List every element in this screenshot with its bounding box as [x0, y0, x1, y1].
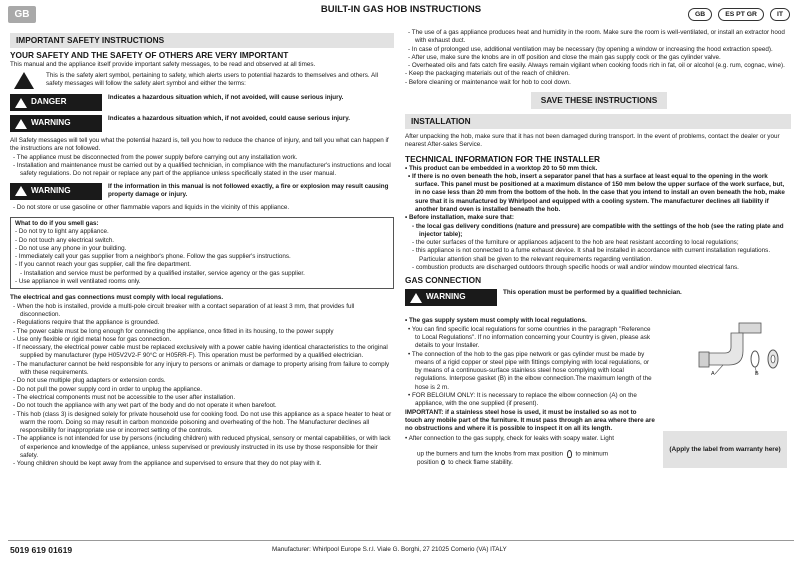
list-item: - If necessary, the electrical power cable must be replaced exclusively with a power cable having identical characteristics to the original supplied by manufacturer (type H05V2V2-F 90°C or H05RR-F). This operation must be performed by a qualified electrician.	[13, 344, 388, 360]
elbow-figure	[653, 317, 791, 408]
list-item: - Keep the packaging materials out of the reach of children.	[405, 70, 570, 78]
list-item: • The gas supply system must comply with local regulations.	[405, 317, 587, 325]
figure-label-a: A	[711, 371, 715, 378]
list-item: - After use, make sure the knobs are in off position and close the main gas supply cock or the gas cylinder valve.	[408, 53, 721, 61]
list-item: - Young children should be kept away from the appliance and supervised to ensure that they do not play with it.	[13, 460, 322, 468]
fire-warning-text: If the information in this manual is not followed exactly, a fire or explosion may result causing property damage or injury.	[108, 182, 389, 198]
safety-intro: This manual and the appliance itself provide important safety messages, to be read and observed at all times.	[10, 60, 316, 68]
lang-pill-gb[interactable]: GB	[688, 8, 712, 21]
important-note: IMPORTANT: if a stainless steel hose is used, it must be installed so as not to touch any mobile part of the furniture. It must pass through an area where there are no obstructions and where it is possible to inspect it on all its length.	[405, 408, 655, 433]
min-flame-icon	[441, 460, 445, 465]
right-column	[405, 29, 791, 468]
list-item: - Installation and maintenance must be carried out by a qualified technician, in compliance with the manufacturer's instructions and local safety regulations. Do not repair or replace any part of the appliance unless specifically stated in the user manual.	[13, 162, 391, 178]
lang-pill-it[interactable]: IT	[770, 8, 790, 21]
list-item: - Do not touch the appliance with any wet part of the body and do not operate it when barefoot.	[13, 402, 277, 410]
list-item: - The power cable must be long enough for connecting the appliance, once fitted in its housing, to the power supply	[13, 327, 334, 335]
safety-section-title: IMPORTANT SAFETY INSTRUCTIONS	[10, 33, 394, 48]
smell-gas-title: What to do if you smell gas:	[15, 219, 99, 227]
safety-alert-icon	[14, 72, 34, 89]
leak-check-text	[405, 435, 655, 468]
burner-line-2	[405, 459, 655, 467]
danger-text: Indicates a hazardous situation which, if not avoided, will cause serious injury.	[108, 94, 344, 102]
warning-triangle-icon	[410, 293, 422, 303]
danger-badge	[10, 94, 102, 111]
gas-details	[405, 317, 791, 408]
danger-label: DANGER	[31, 97, 67, 107]
burner-line-1	[405, 450, 655, 459]
language-selector	[688, 8, 790, 21]
list-item: - Overheated oils and fats catch fire easily. Always remain vigilant when cooking foods rich in fat, oil or alcohol (e.g. rum, cognac, wine).	[408, 62, 785, 70]
warning-triangle-icon	[15, 186, 27, 196]
save-instructions-banner: SAVE THESE INSTRUCTIONS	[531, 92, 667, 109]
technical-info-title: TECHNICAL INFORMATION FOR THE INSTALLER	[405, 153, 600, 164]
gas-warning-text: This operation must be performed by a qualified technician.	[503, 289, 682, 297]
gas-connection-title: GAS CONNECTION	[405, 275, 482, 286]
figure-label-b: B	[755, 371, 759, 378]
danger-row	[10, 94, 394, 111]
list-item: • Before installation, make sure that:	[405, 214, 514, 222]
warranty-label-box: (Apply the label from warranty here)	[663, 431, 787, 468]
footer-divider	[8, 540, 794, 541]
left-column	[10, 33, 394, 469]
list-item: - The appliance is not intended for use by persons (including children) with reduced physical, sensory or mental capabilities, or with lack of experience and knowledge of the appliance, unless supervised or previously instructed in its use by those responsible for their safety.	[13, 435, 391, 459]
warning-label: WARNING	[31, 185, 71, 195]
list-item: - The electrical components must not be accessible to the user after installation.	[13, 393, 236, 401]
list-item: - Do not use any phone in your building.	[15, 244, 127, 252]
list-item: - In case of prolonged use, additional ventilation may be necessary (by opening a window or increasing the hood extraction speed).	[408, 45, 773, 53]
list-item: • FOR BELGIUM ONLY: It is necessary to replace the elbow connection (A) on the appliance, with the one supplied (if present).	[408, 391, 637, 408]
list-item: - The use of a gas appliance produces heat and humidity in the room. Make sure the room is well-ventilated, or install an extractor hood with exhaust duct.	[408, 29, 785, 45]
list-item: - If you cannot reach your gas supplier, call the fire department.	[15, 261, 192, 269]
list-item: • If there is no oven beneath the hob, insert a separator panel that has a surface at least equal to the opening in the work surface. This panel must be positioned at a maximum distance of 150 mm below the upper surface of the work surface, but, in no case less than 20 mm from the bottom of the hob. In the case that you intend to install an oven beneath the hob, make sure that it is manufactured by Whirlpool and equipped with a cooling system. The manufacturer declines all liability if another brand oven is installed beneath the hob.	[408, 172, 785, 213]
list-item: - When the hob is installed, provide a multi-pole circuit breaker with a contact separation of at least 3 mm, that provides full disconnection.	[13, 302, 355, 318]
burner-text-d: to check flame stability.	[448, 458, 513, 466]
list-item: - Use only flexible or rigid metal hose for gas connection.	[13, 335, 172, 343]
smell-gas-box	[10, 217, 394, 289]
warning-badge	[405, 289, 497, 306]
messages-intro: All Safety messages will tell you what the potential hazard is, tell you how to reduce the chance of injury, and tell you what can happen if the instructions are not followed.	[10, 137, 389, 153]
language-tag: GB	[8, 6, 36, 23]
warning-text: Indicates a hazardous situation which, if not avoided, could cause serious injury.	[108, 115, 351, 123]
list-item: - Do not try to light any appliance.	[15, 228, 109, 236]
warning-row	[10, 115, 394, 132]
list-item: - Use appliance in well ventilated rooms only.	[15, 278, 141, 286]
list-item: • This product can be embedded in a worktop 20 to 50 mm thick.	[405, 164, 598, 172]
gas-text-block	[405, 317, 653, 408]
fire-warning-row	[10, 183, 394, 200]
list-item: - the outer surfaces of the furniture or appliances adjacent to the hob are heat resistant according to local regulations;	[412, 239, 739, 247]
burner-text-c: position	[417, 458, 439, 466]
list-item: - Immediately call your gas supplier from a neighbor's phone. Follow the gas supplier's instructions.	[15, 253, 291, 261]
document-code: 5019 619 01619	[10, 545, 73, 555]
list-item: - Installation and service must be performed by a qualified installer, service agency or the gas supplier.	[20, 269, 305, 277]
list-item: - The manufacturer cannot be held responsible for any injury to persons or animals or damage to property arising from failure to comply with these requirements.	[13, 360, 390, 377]
warning-badge	[10, 183, 102, 200]
safety-heading: YOUR SAFETY AND THE SAFETY OF OTHERS ARE VERY IMPORTANT	[10, 49, 289, 60]
document-title: BUILT-IN GAS HOB INSTRUCTIONS	[320, 4, 482, 15]
list-item: - Before cleaning or maintenance wait for hob to cool down.	[405, 78, 571, 86]
max-flame-icon	[567, 450, 572, 458]
electrical-title: The electrical and gas connections must comply with local regulations.	[10, 294, 224, 302]
warning-label: WARNING	[31, 118, 71, 128]
after-connection-text: • After connection to the gas supply, check for leaks with soapy water. Light	[405, 435, 614, 443]
lang-pill-es-pt-gr[interactable]: ES PT GR	[718, 8, 764, 21]
warning-triangle-icon	[15, 98, 27, 108]
warning-badge	[10, 115, 102, 132]
gasoline-item: - Do not store or use gasoline or other flammable vapors and liquids in the vicinity of this appliance.	[13, 203, 290, 211]
list-item: - this appliance is not connected to a fume exhaust device. It shall be installed in accordance with current installation regulations. Particular attention shall be given to the relevant requirements regarding ventilation.	[412, 247, 771, 263]
list-item: - The appliance must be disconnected from the power supply before carrying out any installation work.	[13, 153, 298, 161]
list-item: - Do not touch any electrical switch.	[15, 236, 115, 244]
list-item: - Regulations require that the appliance is grounded.	[13, 319, 160, 327]
list-item: - Do not pull the power supply cord in order to unplug the appliance.	[13, 385, 203, 393]
list-item: • The connection of the hob to the gas pipe network or gas cylinder must be made by means of a rigid copper or steel pipe with fittings complying with local regulations, or by means of a continuous-surface stainless steel hose complying with local regulations. Interpose gasket (B) in the elbow connection.The maximum length of the hose is 2 m.	[408, 350, 652, 391]
alert-symbol-row	[10, 72, 394, 89]
list-item: - the local gas delivery conditions (nature and pressure) are compatible with the settings of the hob (see the rating plate and injector table);	[412, 222, 784, 238]
list-item: - Do not use multiple plug adapters or extension cords.	[13, 377, 166, 385]
list-item: - combustion products are discharged outdoors through specific hoods or wall and/or window mounted electrical fans.	[412, 264, 739, 272]
burner-text-a: up the burners and turn the knobs from max position	[417, 450, 563, 458]
warning-label: WARNING	[426, 292, 466, 302]
list-item: - This hob (class 3) is designed solely for private household use for cooking food. Do not use this appliance as a space heater to heat or warm the room. Doing so may result in carbon monoxide poisoning and overheating of the hob. The Manufacturer declines all responsibility for inappropriate use or incorrect setting of the controls.	[13, 410, 392, 435]
list-item: • You can find specific local regulations for some countries in the paragraph "Reference to Local Regulations". If no information concerning your Country is given, please ask details to your Installer.	[408, 325, 651, 350]
gas-warning-row	[405, 289, 791, 306]
installation-section-title: INSTALLATION	[405, 114, 791, 129]
installation-text: After unpacking the hob, make sure that it has not been damaged during transport. In the event of problems, contact the dealer or your nearest After-sales Service.	[405, 132, 780, 149]
leak-check-row	[405, 435, 791, 468]
warning-triangle-icon	[15, 119, 27, 129]
burner-text-b: to minimum	[575, 450, 609, 458]
alert-text: This is the safety alert symbol, pertaining to safety, which alerts users to potential hazards to themselves and others. All safety messages will follow the safety alert symbol and either the terms:	[46, 72, 379, 88]
manufacturer-info: Manufacturer: Whirlpool Europe S.r.l. Viale G. Borghi, 27 21025 Comerio (VA) ITALY	[272, 546, 507, 553]
elbow-connection-icon	[653, 319, 791, 379]
